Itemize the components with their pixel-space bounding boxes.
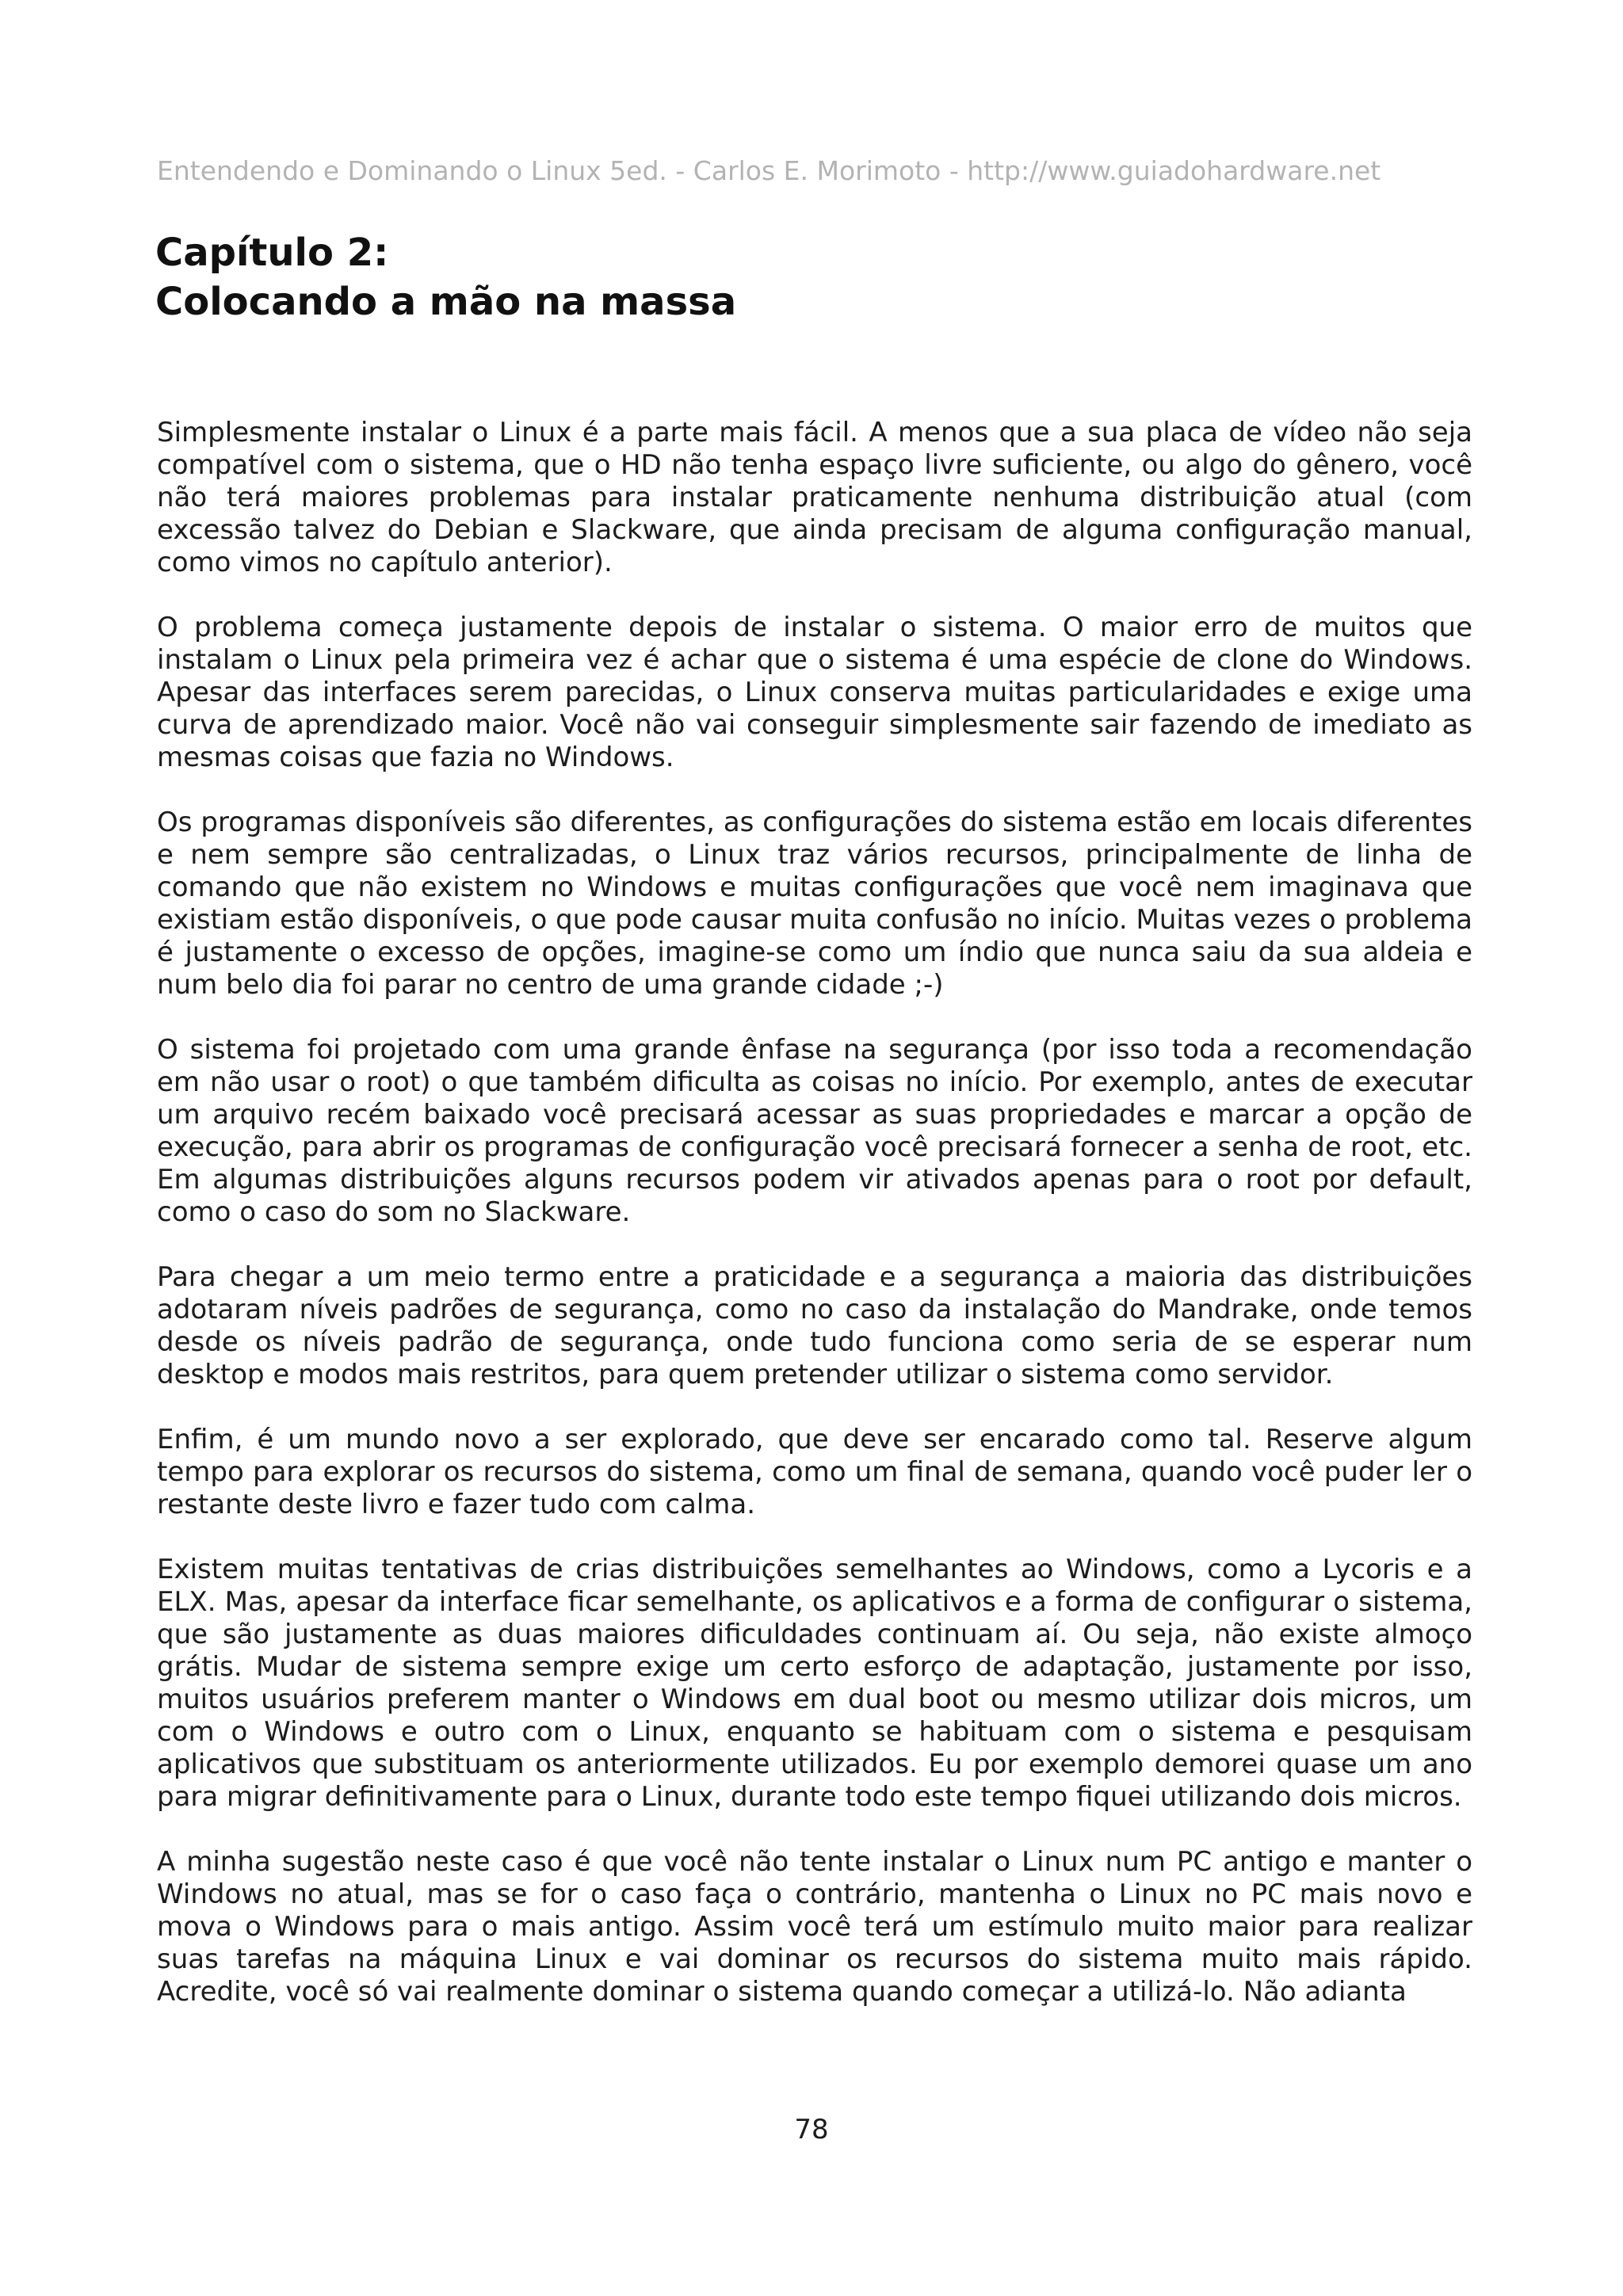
page-number: 78 — [794, 2114, 829, 2145]
paragraph: A minha sugestão neste caso é que você não tente instalar o Linux num PC antigo e manter o Windows no atual, mas se for o caso faça o contrário, mantenha o Linux no PC mais novo e mova o Windows para o mais antigo. Assim você terá um estímulo muito maior para realizar suas tarefas na máquina Linux e vai dominar os recursos do sistema muito mais rápido. Acredite, você só vai realmente dominar o sistema quando começar a utilizá-lo. Não adianta — [157, 1846, 1472, 2008]
running-header: Entendendo e Dominando o Linux 5ed. - Carlos E. Morimoto - http://www.guiadohardware.net — [157, 155, 1381, 186]
paragraph: Simplesmente instalar o Linux é a parte mais fácil. A menos que a sua placa de vídeo não seja compatível com o sistema, que o HD não tenha espaço livre suficiente, ou algo do gênero, você não terá maiores problemas para instalar praticamente nenhuma distribuição atual (com excessão talvez do Debian e Slackware, que ainda precisam de alguma configuração manual, como vimos no capítulo anterior). — [157, 417, 1472, 578]
body-text — [157, 417, 1472, 2041]
paragraph: Para chegar a um meio termo entre a praticidade e a segurança a maioria das distribuições adotaram níveis padrões de segurança, como no caso da instalação do Mandrake, onde temos desde os níveis padrão de segurança, onde tudo funciona como seria de se esperar num desktop e modos mais restritos, para quem pretender utilizar o sistema como servidor. — [157, 1261, 1472, 1390]
paragraph: O problema começa justamente depois de instalar o sistema. O maior erro de muitos que instalam o Linux pela primeira vez é achar que o sistema é uma espécie de clone do Windows. Apesar das interfaces serem parecidas, o Linux conserva muitas particularidades e exige uma curva de aprendizado maior. Você não vai conseguir simplesmente sair fazendo de imediato as mesmas coisas que fazia no Windows. — [157, 612, 1472, 773]
paragraph: Enfim, é um mundo novo a ser explorado, que deve ser encarado como tal. Reserve algum tempo para explorar os recursos do sistema, como um final de semana, quando você puder ler o restante deste livro e fazer tudo com calma. — [157, 1424, 1472, 1520]
chapter-number: Capítulo 2: — [155, 231, 389, 275]
paragraph: Os programas disponíveis são diferentes, as configurações do sistema estão em locais diferentes e nem sempre são centralizadas, o Linux traz vários recursos, principalmente de linha de comando que não existem no Windows e muitas configurações que você nem imaginava que existiam estão disponíveis, o que pode causar muita confusão no início. Muitas vezes o problema é justamente o excesso de opções, imagine-se como um índio que nunca saiu da sua aldeia e num belo dia foi parar no centro de uma grande cidade ;-) — [157, 807, 1472, 1001]
paragraph: O sistema foi projetado com uma grande ênfase na segurança (por isso toda a recomendação em não usar o root) o que também dificulta as coisas no início. Por exemplo, antes de executar um arquivo recém baixado você precisará acessar as suas propriedades e marcar a opção de execução, para abrir os programas de configuração você precisará fornecer a senha de root, etc. Em algumas distribuições alguns recursos podem vir ativados apenas para o root por default, como o caso do som no Slackware. — [157, 1034, 1472, 1228]
paragraph: Existem muitas tentativas de crias distribuições semelhantes ao Windows, como a Lycoris e a ELX. Mas, apesar da interface ficar semelhante, os aplicativos e a forma de configurar o sistema, que são justamente as duas maiores dificuldades continuam aí. Ou seja, não existe almoço grátis. Mudar de sistema sempre exige um certo esforço de adaptação, justamente por isso, muitos usuários preferem manter o Windows em dual boot ou mesmo utilizar dois micros, um com o Windows e outro com o Linux, enquanto se habituam com o sistema e pesquisam aplicativos que substituam os anteriormente utilizados. Eu por exemplo demorei quase um ano para migrar definitivamente para o Linux, durante todo este tempo fiquei utilizando dois micros. — [157, 1554, 1472, 1813]
chapter-title: Colocando a mão na massa — [155, 280, 737, 324]
chapter-heading — [155, 228, 1471, 326]
